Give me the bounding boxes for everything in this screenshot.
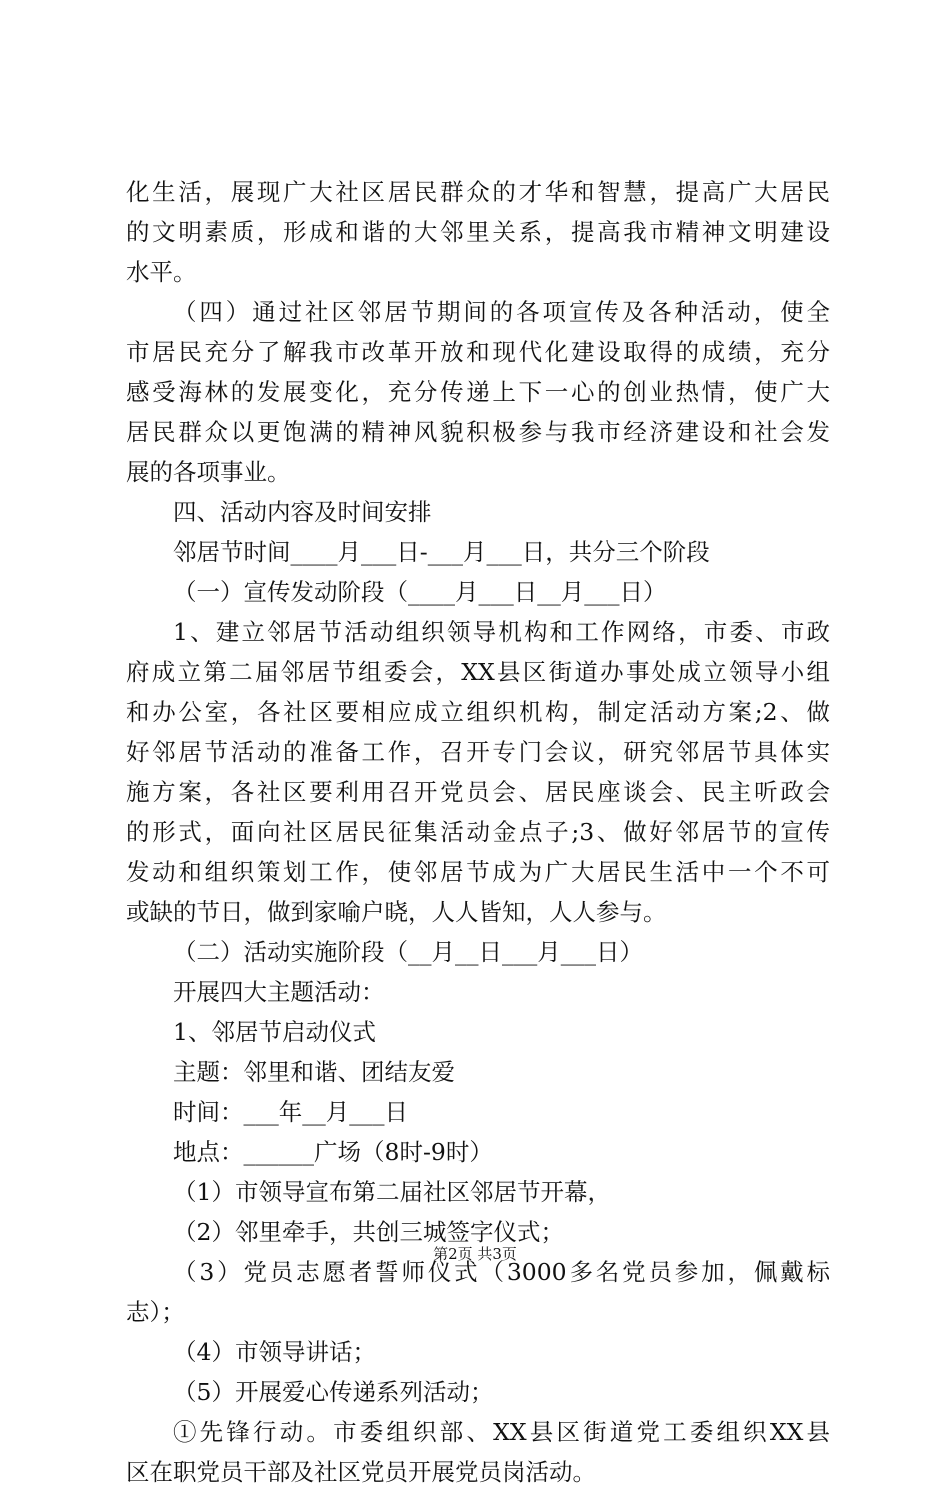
- text-line: 或缺的节日，做到家喻户晓，人人皆知，人人参与。: [126, 898, 667, 926]
- text-line: 四、活动内容及时间安排: [173, 498, 432, 526]
- document-body: [126, 172, 830, 1492]
- text-line: ①先锋行动。市委组织部、XX县区街道党工委组织XX县: [173, 1418, 830, 1446]
- text-line: （3）党员志愿者誓师仪式（3000多名党员参加，佩戴标: [173, 1258, 830, 1286]
- text-line: 感受海林的发展变化，充分传递上下一心的创业热情，使广大: [126, 378, 830, 406]
- text-line: （1）市领导宣布第二届社区邻居节开幕，: [173, 1178, 611, 1206]
- text-line: 志）；: [126, 1298, 185, 1326]
- text-line: 水平。: [126, 258, 197, 286]
- text-line: 施方案，各社区要利用召开党员会、居民座谈会、民主听政会: [126, 778, 830, 806]
- text-line: （一）宣传发动阶段（____月___日__月___日）: [173, 578, 667, 606]
- text-line: 地点：______广场（8时-9时）: [173, 1138, 493, 1166]
- text-line: 的文明素质，形成和谐的大邻里关系，提高我市精神文明建设: [126, 218, 830, 246]
- text-line: （二）活动实施阶段（__月__日___月___日）: [173, 938, 643, 966]
- text-line: 市居民充分了解我市改革开放和现代化建设取得的成绩，充分: [126, 338, 830, 366]
- text-line: 1、邻居节启动仪式: [173, 1018, 376, 1046]
- text-line: 主题：邻里和谐、团结友爱: [173, 1058, 455, 1086]
- text-line: （5）开展爱心传递系列活动；: [173, 1378, 494, 1406]
- text-line: 1、建立邻居节活动组织领导机构和工作网络，市委、市政: [173, 618, 830, 646]
- text-line: 居民群众以更饱满的精神风貌积极参与我市经济建设和社会发: [126, 418, 830, 446]
- text-line: 时间：___年__月___日: [173, 1098, 408, 1126]
- text-line: 开展四大主题活动：: [173, 978, 385, 1006]
- text-line: （2）邻里牵手，共创三城签字仪式；: [173, 1218, 564, 1246]
- text-line: 好邻居节活动的准备工作，召开专门会议，研究邻居节具体实: [126, 738, 830, 766]
- text-line: （四）通过社区邻居节期间的各项宣传及各种活动，使全: [173, 298, 830, 326]
- text-line: （4）市领导讲话；: [173, 1338, 376, 1366]
- text-line: 和办公室，各社区要相应成立组织机构，制定活动方案;2、做: [126, 698, 830, 726]
- text-line: 发动和组织策划工作，使邻居节成为广大居民生活中一个不可: [126, 858, 830, 886]
- text-line: 展的各项事业。: [126, 458, 291, 486]
- text-line: 的形式，面向社区居民征集活动金点子;3、做好邻居节的宣传: [126, 818, 830, 846]
- text-line: 化生活，展现广大社区居民群众的才华和智慧，提高广大居民: [126, 178, 830, 206]
- text-line: 邻居节时间____月___日-___月___日，共分三个阶段: [173, 538, 710, 566]
- text-line: 区在职党员干部及社区党员开展党员岗活动。: [126, 1458, 596, 1486]
- page-footer: 第2页 共3页: [433, 1245, 517, 1263]
- text-line: 府成立第二届邻居节组委会，XX县区街道办事处成立领导小组: [126, 658, 830, 686]
